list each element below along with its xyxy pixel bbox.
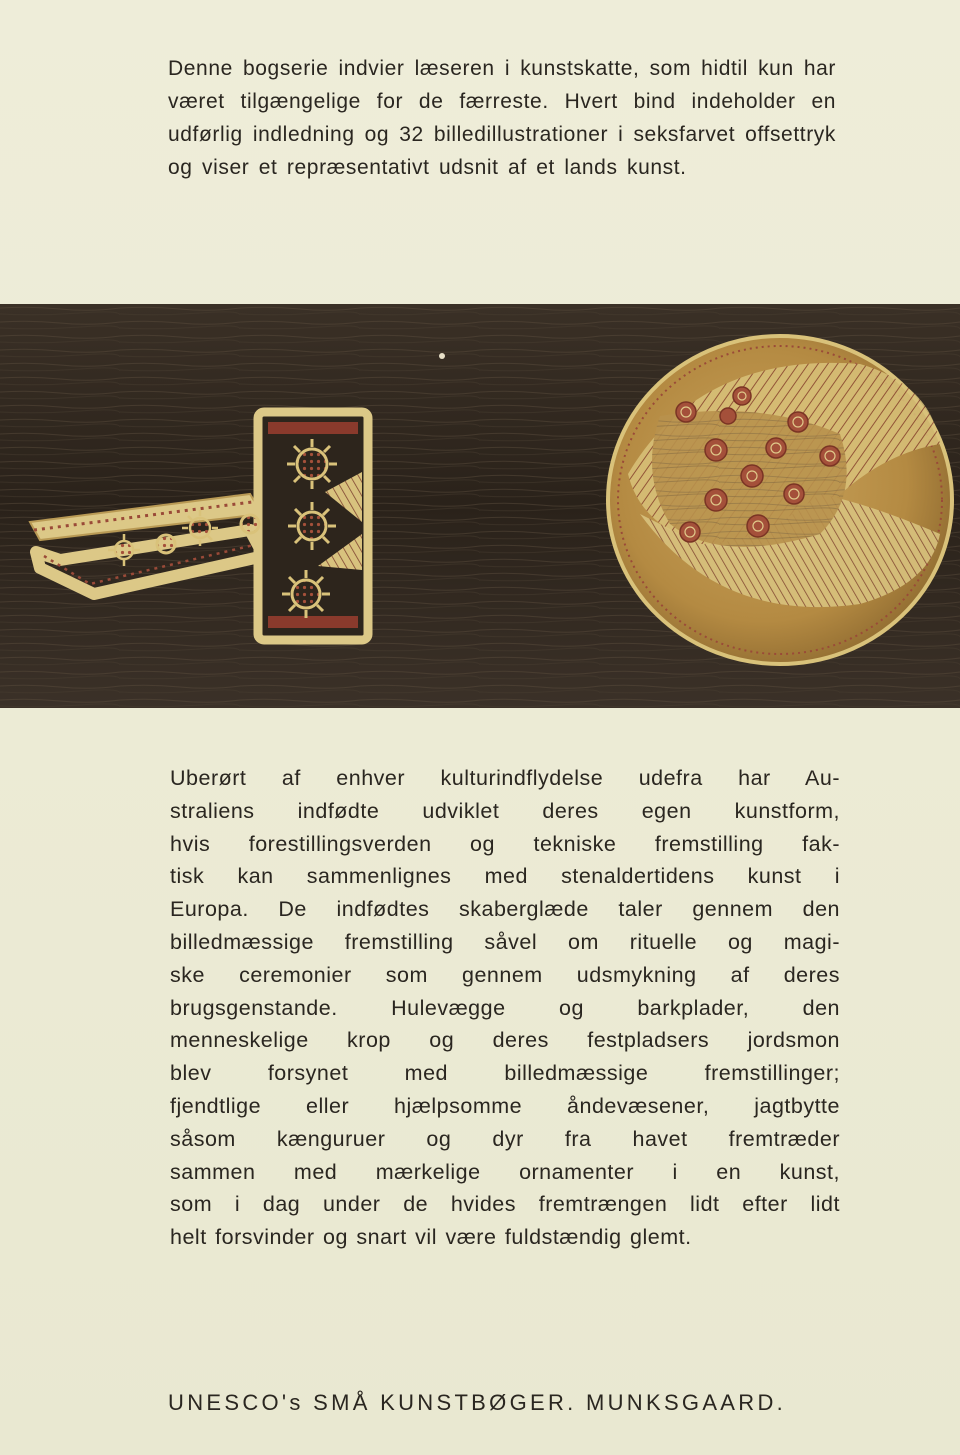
description-line: såsom kænguruer og dyr fra havet fremtræder bbox=[170, 1126, 840, 1151]
description-line: Uberørt af enhver kulturindflydelse udefra har Au- bbox=[170, 766, 840, 790]
description-line: blev forsynet med billedmæssige fremstillinger; bbox=[170, 1061, 840, 1086]
publisher-imprint: UNESCO's SMÅ KUNSTBØGER. MUNKSGAARD. bbox=[168, 1390, 787, 1415]
description-line: straliens indfødte udviklet deres egen kunstform, bbox=[170, 798, 840, 823]
description-line: helt forsvinder og snart vil være fuldstændig glemt. bbox=[170, 1225, 692, 1250]
description-line: Europa. De indfødtes skaberglæde taler gennem den bbox=[170, 897, 840, 922]
description-line: fjendtlige eller hjælpsomme åndevæsener, jagtbytte bbox=[170, 1093, 840, 1118]
round-bark-motif bbox=[608, 336, 952, 664]
description-line: brugsgenstande. Hulevægge og barkplader, den bbox=[170, 995, 840, 1020]
description-line: som i dag under de hvides fremtrængen lidt efter lidt bbox=[170, 1192, 840, 1217]
description-line: ske ceremonier som gennem udsmykning af deres bbox=[170, 962, 840, 987]
description-line: tisk kan sammenlignes med stenaldertidens kunst i bbox=[170, 864, 840, 889]
description-line: billedmæssige fremstilling såvel om rituelle og magi- bbox=[170, 929, 840, 954]
description-line: sammen med mærkelige ornamenter i en kunst, bbox=[170, 1159, 840, 1184]
series-blurb: Denne bogserie indvier læseren i kunstskatte, som hidtil kun har været tilgængelige for de færreste. Hvert bind indeholder en udførlig indledning og 32 billedillustrationer i seksfarvet offsettryk og viser et repræsentativt udsnit af et lands kunst. bbox=[168, 57, 836, 179]
description-line: menneskelige krop og deres festpladsers jordsmon bbox=[170, 1028, 840, 1053]
book-description bbox=[170, 762, 840, 1254]
bark-painting-illustration bbox=[0, 304, 960, 708]
description-line: hvis forestillingsverden og tekniske fremstilling fak- bbox=[170, 831, 840, 856]
white-speck bbox=[439, 353, 445, 359]
bark-painting-graphic bbox=[0, 304, 960, 708]
